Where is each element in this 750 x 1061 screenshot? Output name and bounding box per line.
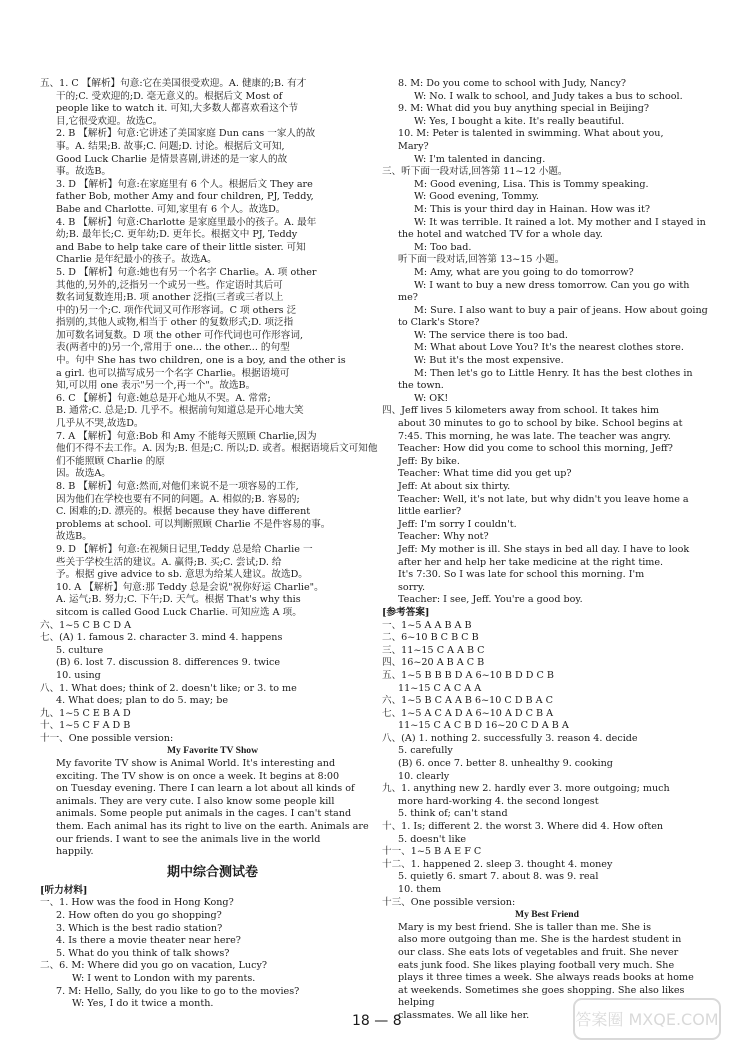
text-line: sorry. bbox=[398, 581, 426, 593]
text-line: more hard-working 4. the second longest bbox=[398, 795, 599, 807]
text-line: father Bob, mother Amy and four children, PJ, Teddy, bbox=[56, 191, 314, 203]
text-line: 听下面一段对话,回答第 13~15 小题。 bbox=[398, 254, 565, 266]
text-line: plays it three times a week. She always reads books at home bbox=[398, 972, 694, 984]
text-line: people like to watch it. 可知,大多数人都喜欢看这个节 bbox=[56, 103, 299, 115]
text-line: on Tuesday evening. There I can learn a lot about all kinds of bbox=[56, 783, 355, 795]
left-column bbox=[40, 78, 385, 1011]
text-line: 一、1~5 A A B A B bbox=[382, 619, 472, 631]
text-line: W: I'm talented in dancing. bbox=[414, 153, 546, 165]
text-line: also more outgoing than me. She is the hardest student in bbox=[398, 934, 682, 946]
text-line: W: Good evening, Tommy. bbox=[414, 191, 539, 203]
text-line: 十一、One possible version: bbox=[40, 732, 174, 744]
text-line: 中。句中 She has two children, one is a boy, and the other is bbox=[56, 355, 346, 367]
text-line: animals. Some people put animals in the cages. I can't stand bbox=[56, 808, 352, 820]
text-line: 2. How often do you go shopping? bbox=[56, 910, 222, 921]
text-line: M: Then let's go to Little Henry. It has the best clothes in bbox=[414, 367, 693, 379]
text-line: 四、16~20 A B A C B bbox=[382, 657, 485, 669]
page-number: 18 — 8 bbox=[352, 1013, 402, 1029]
text-line: Mary? bbox=[398, 140, 429, 152]
text-line: problems at school. 可以判断照顾 Charlie 不是件容易的事。 bbox=[56, 518, 331, 530]
text-line: 指别的,其他人或物,相当于 other 的复数形式;D. 项泛指 bbox=[56, 317, 294, 329]
text-line: M: What about Love You? It's the nearest clothes store. bbox=[414, 342, 684, 354]
text-line: me? bbox=[398, 292, 418, 304]
text-line: 四、Jeff lives 5 kilometers away from school. It takes him bbox=[382, 405, 659, 417]
text-line: Teacher: How did you come to school this morning, Jeff? bbox=[398, 443, 673, 455]
text-line: 5. What do you think of talk shows? bbox=[56, 947, 230, 959]
text-line: animals. They are very cute. I also know some people kill bbox=[56, 795, 335, 807]
text-line: Charlie 是年纪最小的孩子。故选A。 bbox=[56, 254, 217, 266]
text-line: Jeff: At about six thirty. bbox=[398, 481, 511, 492]
text-line: 5. quietly 6. smart 7. about 8. was 9. real bbox=[398, 871, 599, 883]
section-heading: 期中综合测试卷 bbox=[166, 864, 258, 880]
text-line: 七、1~5 A C A D A 6~10 A D C B A bbox=[382, 707, 554, 719]
text-line: W: But it's the most expensive. bbox=[414, 355, 564, 367]
text-line: M: Amy, what are you going to do tomorrow? bbox=[414, 266, 634, 278]
text-line: 三、听下面一段对话,回答第 11~12 小题。 bbox=[382, 166, 568, 178]
text-line: Teacher: Well, it's not late, but why didn't you leave home a bbox=[398, 493, 689, 505]
text-line: M: This is your third day in Hainan. How was it? bbox=[414, 203, 650, 215]
text-line: 七、(A) 1. famous 2. character 3. mind 4. happens bbox=[40, 632, 283, 644]
text-line: 9. M: What did you buy anything special in Beijing? bbox=[398, 103, 649, 115]
text-line: 11~15 C A C A A bbox=[398, 682, 482, 694]
text-line: 八、(A) 1. nothing 2. successfully 3. reason 4. decide bbox=[382, 732, 638, 744]
text-line: [参考答案] bbox=[382, 606, 430, 618]
text-line: C. 困难的;D. 漂亮的。根据 because they have different bbox=[56, 506, 311, 518]
text-line: 加可数名词复数。D 项 the other 可作代词也可作形容词, bbox=[56, 329, 304, 341]
text-line: 8. M: Do you come to school with Judy, Nancy? bbox=[398, 78, 627, 89]
text-line: W: Yes, I bought a kite. It's really beautiful. bbox=[414, 115, 625, 127]
text-line: 十二、1. happened 2. sleep 3. thought 4. money bbox=[382, 858, 613, 870]
text-line: 五、1. C 【解析】句意:它在美国很受欢迎。A. 健康的;B. 有才 bbox=[40, 78, 307, 89]
text-line: 8. B 【解析】句意:然而,对他们来说不是一项容易的工作, bbox=[56, 481, 299, 492]
text-line: (B) 6. once 7. better 8. unhealthy 9. cooking bbox=[398, 758, 613, 770]
text-line: M: Sure. I also want to buy a pair of jeans. How about going bbox=[414, 304, 708, 316]
text-line: 数名词复数连用;B. 项 another 泛指(三者或三者以上 bbox=[56, 292, 284, 304]
text-line: 表(两者中的)另一个,常用于 one... the other... 的句型 bbox=[56, 342, 290, 354]
text-line: W: OK! bbox=[414, 392, 449, 404]
text-line: 十三、One possible version: bbox=[382, 896, 516, 908]
text-line: W: It was terrible. It rained a lot. My mother and I stayed in bbox=[414, 216, 706, 228]
text-line: 故选B。 bbox=[56, 531, 92, 543]
text-line: B. 通常;C. 总是;D. 几乎不。根据前句知道总是开心地大笑 bbox=[56, 405, 304, 417]
text-line: 他们不得不去工作。A. 因为;B. 但是;C. 所以;D. 或者。根据语境后文可知他们不能照顾 Charlie 的原 bbox=[56, 443, 378, 467]
text-line: 三、11~15 C A A B C bbox=[382, 644, 485, 656]
text-line: about 30 minutes to go to school by bike. School begins at bbox=[398, 418, 683, 430]
text-line: Jeff: I'm sorry I couldn't. bbox=[398, 518, 517, 530]
text-line: the town. bbox=[398, 380, 444, 392]
text-line: 五、1~5 B B B D A 6~10 B D D C B bbox=[382, 669, 554, 681]
text-line: W: Yes, I do it twice a month. bbox=[72, 998, 214, 1010]
text-line: W: I went to London with my parents. bbox=[72, 972, 256, 984]
text-line: eats junk food. She likes playing football very much. She bbox=[398, 959, 675, 971]
text-line: 4. What does; plan to do 5. may; be bbox=[56, 695, 229, 707]
text-line: My favorite TV show is Animal World. It's interesting and bbox=[56, 758, 336, 770]
text-line: W: No. I walk to school, and Judy takes a bus to school. bbox=[414, 90, 683, 102]
text-line: 10. using bbox=[56, 669, 101, 681]
text-line: 几乎从不哭,故选D。 bbox=[56, 418, 144, 430]
text-line: (B) 6. lost 7. discussion 8. differences 9. twice bbox=[56, 657, 281, 669]
text-line: the hotel and watched TV for a whole day. bbox=[398, 229, 603, 241]
text-line: little earlier? bbox=[398, 506, 462, 518]
text-line: 其他的,另外的,泛指另一个或另一些。作定语时其后可 bbox=[56, 279, 283, 291]
section-heading: My Favorite TV Show bbox=[166, 745, 259, 757]
text-line: 目,它很受欢迎。故选C。 bbox=[56, 115, 163, 127]
text-line: Jeff: My mother is ill. She stays in bed all day. I have to look bbox=[398, 543, 690, 555]
text-line: 11~15 C A C B D 16~20 C D A B A bbox=[398, 720, 569, 732]
text-line: 六、1~5 C B C D A bbox=[40, 619, 132, 631]
text-line: W: The service there is too bad. bbox=[414, 329, 568, 341]
text-line: 6. C 【解析】句意:她总是开心地从不哭。A. 常常; bbox=[56, 392, 271, 404]
text-line: 中的)另一个;C. 项作代词又可作形容词。C 项 others 泛 bbox=[56, 304, 297, 316]
text-line: 些关于学校生活的建议。A. 赢得;B. 买;C. 尝试;D. 给 bbox=[56, 556, 282, 568]
text-line: 二、6. M: Where did you go on vacation, Lucy? bbox=[40, 960, 268, 972]
text-line: [听力材料] bbox=[40, 884, 88, 896]
text-line: 5. think of; can't stand bbox=[398, 808, 508, 820]
text-line: 幼;B. 最年长;C. 更年幼;D. 更年长。根据文中 PJ, Teddy bbox=[56, 229, 298, 241]
text-line: a girl. 也可以描写成另一个名字 Charlie。根据语境可 bbox=[56, 367, 290, 379]
text-line: 7. A 【解析】句意:Bob 和 Amy 不能每天照顾 Charlie,因为 bbox=[56, 430, 317, 442]
text-line: our class. She eats lots of vegetables and fruit. She never bbox=[398, 946, 679, 958]
text-line: 2. B 【解析】句意:它讲述了美国家庭 Dun cans 一家人的故 bbox=[56, 128, 316, 140]
text-line: happily. bbox=[56, 846, 94, 858]
text-line: 4. B 【解析】句意:Charlotte 是家庭里最小的孩子。A. 最年 bbox=[56, 216, 317, 228]
text-line: them. Each animal has its right to live on the earth. Animals are bbox=[56, 821, 369, 833]
text-line: Mary is my best friend. She is taller than me. She is bbox=[398, 921, 652, 933]
text-line: 十、1~5 C F A D B bbox=[40, 720, 131, 732]
text-line: 九、1~5 C E B A D bbox=[40, 707, 131, 719]
text-line: 7:45. This morning, he was late. The teacher was angry. bbox=[398, 430, 671, 442]
text-line: A. 运气;B. 努力;C. 下午;D. 天气。根据 That's why this bbox=[56, 594, 301, 606]
text-line: 10. clearly bbox=[398, 770, 450, 782]
section-heading: My Best Friend bbox=[515, 909, 579, 921]
text-line: 予。根据 give advice to sb. 意思为给某人建议。故选D。 bbox=[56, 569, 308, 581]
text-line: 3. D 【解析】句意:在家庭里有 6 个人。根据后文 They are bbox=[56, 178, 313, 190]
text-line: W: I want to buy a new dress tomorrow. Can you go with bbox=[414, 279, 690, 291]
text-line: 十一、1~5 B A E F C bbox=[382, 846, 482, 858]
text-line: Teacher: Why not? bbox=[398, 531, 489, 543]
text-line: at weekends. Sometimes she goes shopping. She also likes helping bbox=[398, 984, 688, 1009]
text-line: exciting. The TV show is on once a week. It begins at 8:00 bbox=[56, 770, 340, 782]
text-line: Good Luck Charlie 是情景喜剧,讲述的是一家人的故 bbox=[56, 153, 288, 165]
text-line: 因为他们在学校也要有不同的问题。A. 相似的;B. 容易的; bbox=[56, 493, 300, 505]
text-line: 因。故选A。 bbox=[56, 468, 111, 480]
text-line: sitcom is called Good Luck Charlie. 可知应选 A 项。 bbox=[56, 606, 302, 618]
text-line: to Clark's Store? bbox=[398, 317, 480, 329]
text-line: Teacher: What time did you get up? bbox=[398, 468, 572, 480]
text-line: our friends. I want to see the animals live in the world bbox=[56, 833, 321, 845]
text-line: 5. carefully bbox=[398, 745, 453, 757]
text-line: 10. A 【解析】句意:那 Teddy 总是会说"祝你好运 Charlie"。 bbox=[56, 581, 324, 593]
text-line: It's 7:30. So I was late for school this morning. I'm bbox=[398, 569, 645, 581]
text-line: M: Good evening, Lisa. This is Tommy speaking. bbox=[414, 178, 649, 190]
text-line: 9. D 【解析】句意:在视频日记里,Teddy 总是给 Charlie 一 bbox=[56, 543, 313, 555]
text-line: 十、1. Is; different 2. the worst 3. Where did 4. How often bbox=[382, 821, 664, 833]
text-line: 八、1. What does; think of 2. doesn't like; or 3. to me bbox=[40, 682, 297, 694]
text-line: Jeff: By bike. bbox=[398, 455, 460, 467]
text-line: 九、1. anything new 2. hardly ever 3. more outgoing; much bbox=[382, 783, 670, 795]
text-line: 二、6~10 B C B C B bbox=[382, 632, 479, 644]
text-line: M: Too bad. bbox=[414, 241, 472, 253]
text-line: 事。故选B。 bbox=[56, 166, 112, 178]
text-line: 一、1. How was the food in Hong Kong? bbox=[40, 897, 234, 909]
text-line: 事。A. 结果;B. 故事;C. 问题;D. 讨论。根据后文可知, bbox=[56, 140, 285, 152]
text-line: after her and help her take medicine at the right time. bbox=[398, 556, 664, 568]
text-line: 3. Which is the best radio station? bbox=[56, 922, 223, 934]
text-line: 10. M: Peter is talented in swimming. What about you, bbox=[398, 128, 664, 140]
text-line: 5. doesn't like bbox=[398, 833, 467, 845]
text-line: 5. culture bbox=[56, 644, 104, 656]
text-line: 知,可以用 one 表示"另一个,再一个"。故选B。 bbox=[56, 380, 256, 392]
text-line: classmates. We all like her. bbox=[398, 1009, 530, 1021]
watermark-text: 答案圈 MXQE.COM bbox=[575, 1010, 719, 1029]
text-line: 六、1~5 B C A A B 6~10 C D B A C bbox=[382, 695, 553, 707]
text-line: Teacher: I see, Jeff. You're a good boy. bbox=[398, 594, 583, 606]
text-line: Babe and Charlotte. 可知,家里有 6 个人。故选D。 bbox=[56, 203, 286, 215]
text-line: 4. Is there a movie theater near here? bbox=[56, 935, 241, 947]
text-line: 7. M: Hello, Sally, do you like to go to the movies? bbox=[56, 985, 300, 997]
text-line: and Babe to help take care of their little sister. 可知 bbox=[56, 241, 306, 253]
text-line: 5. D 【解析】句意:她也有另一个名字 Charlie。A. 项 other bbox=[56, 266, 317, 278]
text-line: 10. them bbox=[398, 884, 442, 895]
watermark-logo-icon bbox=[572, 995, 722, 1043]
right-column bbox=[382, 78, 712, 1023]
text-line: 干的;C. 受欢迎的;D. 毫无意义的。根据后文 Most of bbox=[56, 90, 283, 102]
